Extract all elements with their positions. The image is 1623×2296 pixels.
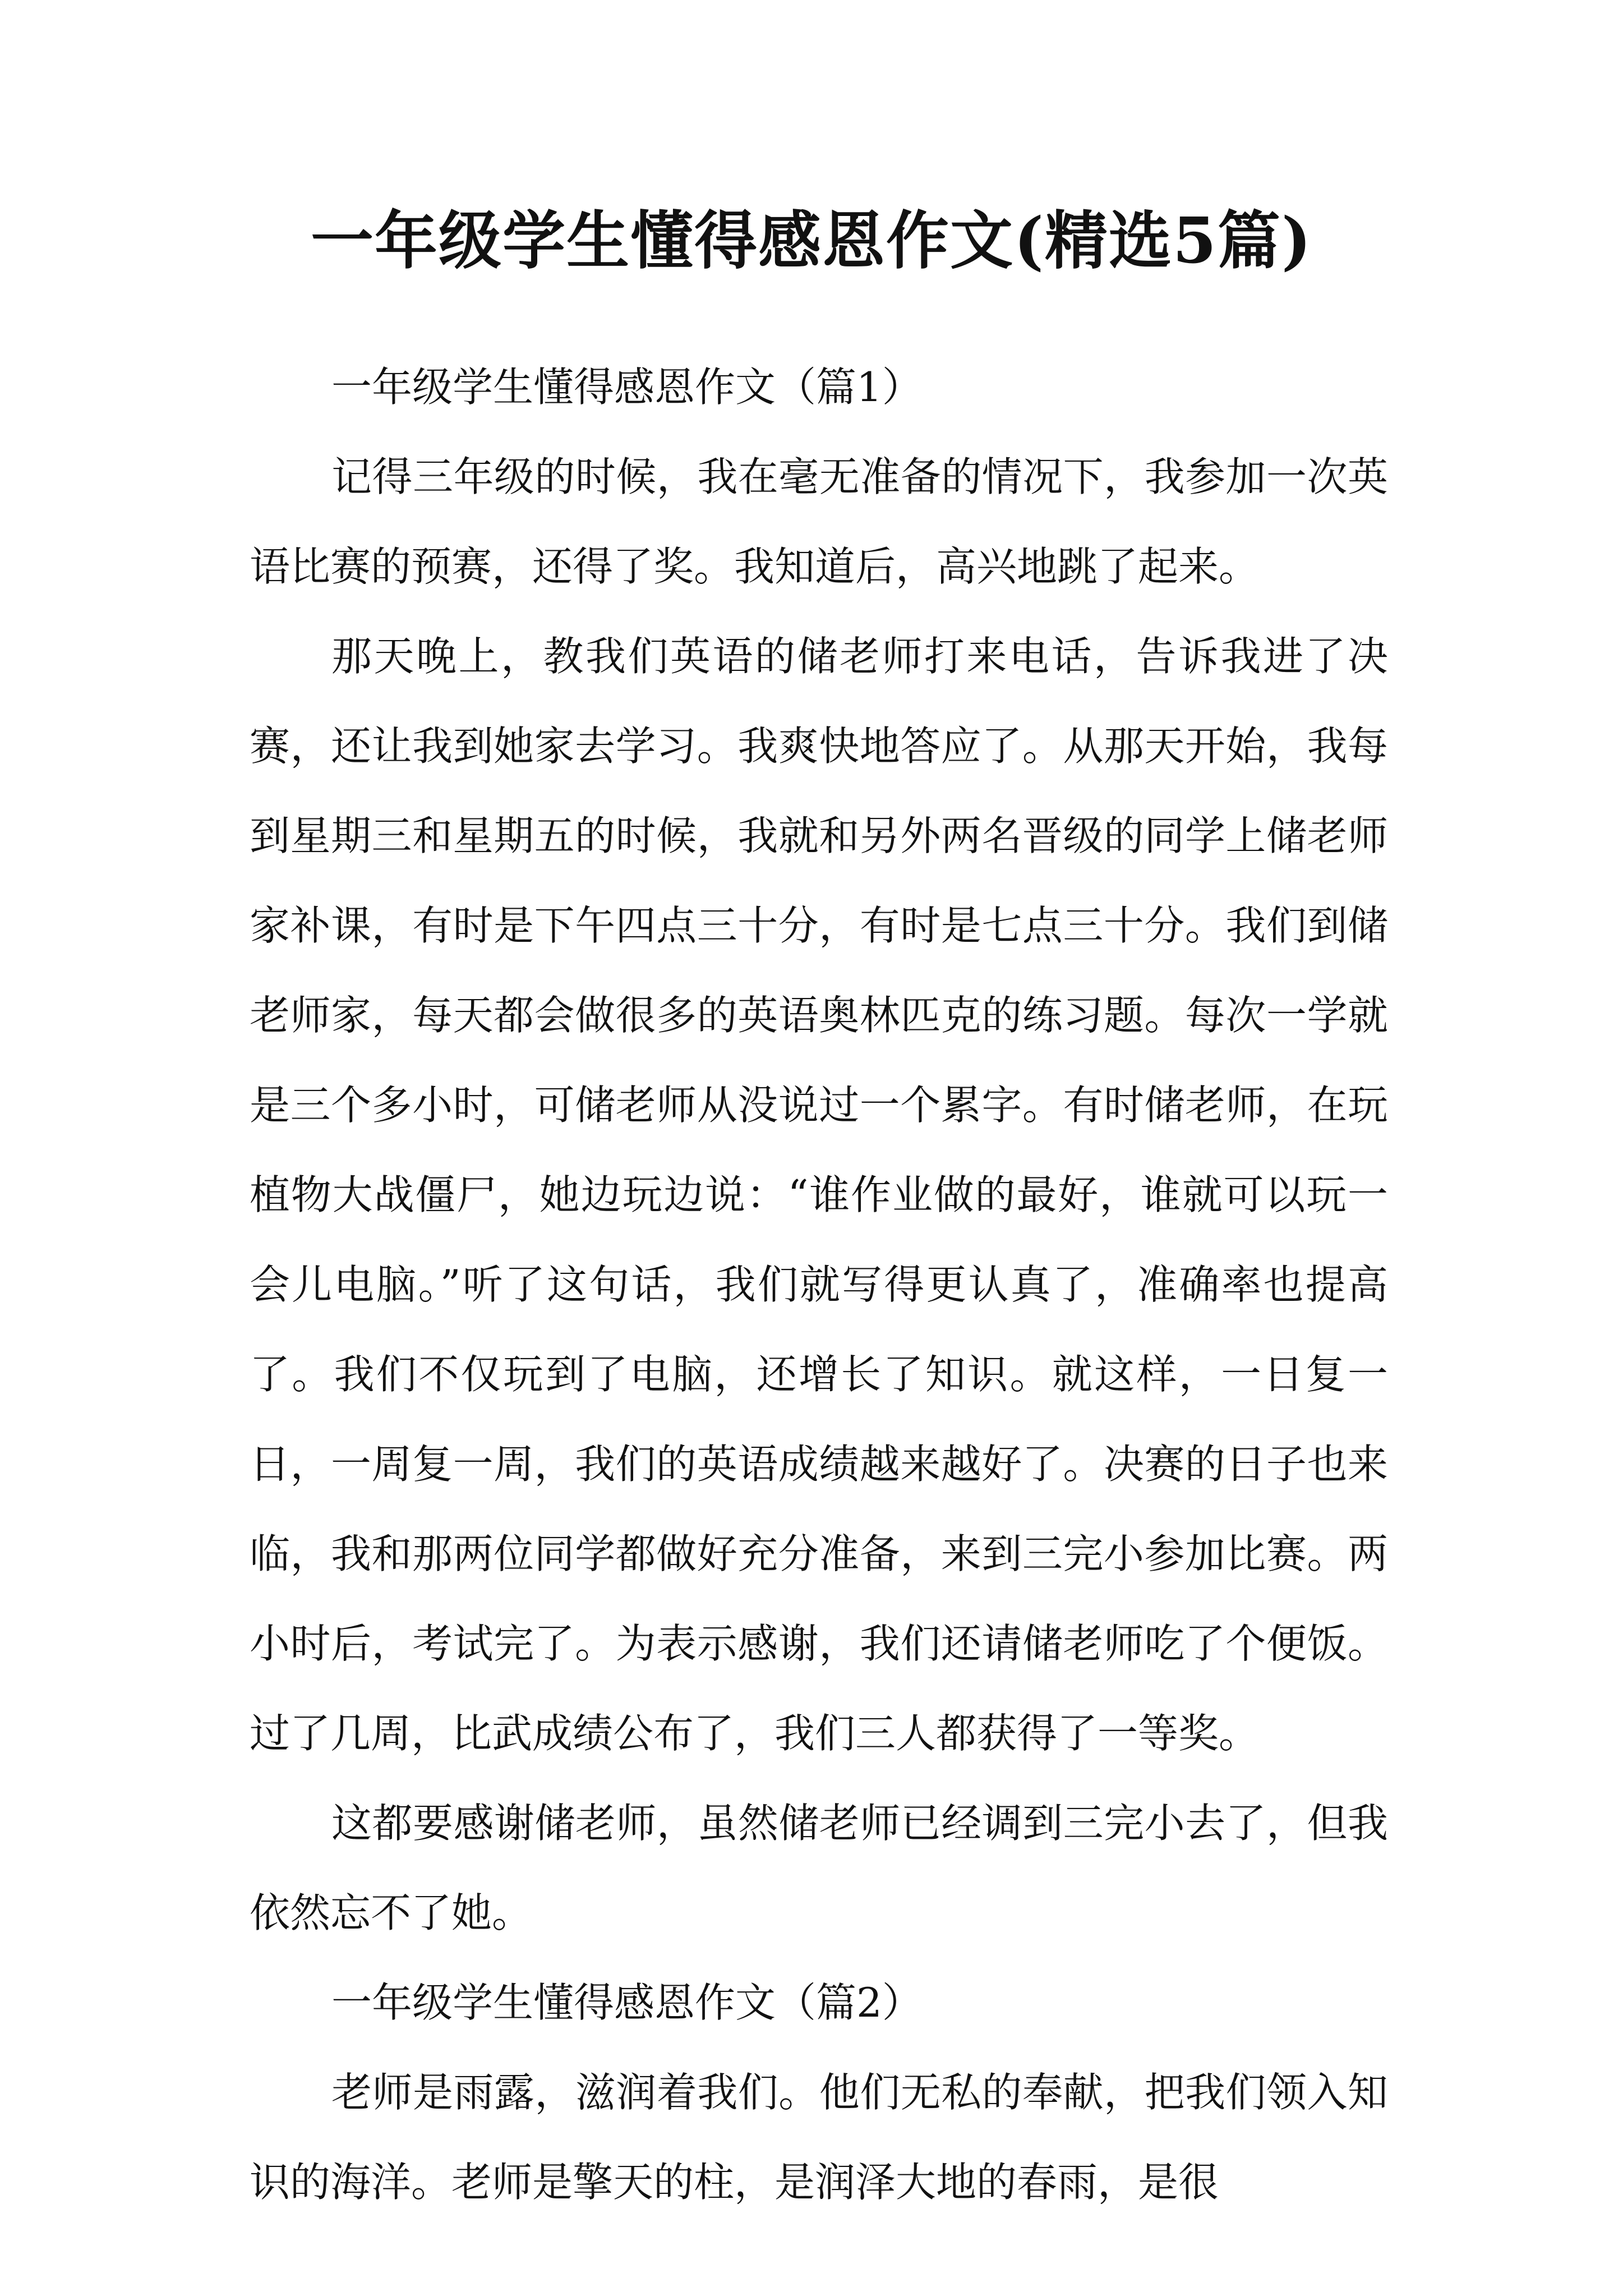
section-heading-1: 一年级学生懂得感恩作文（篇1） [331,364,923,411]
section-heading-2: 一年级学生懂得感恩作文（篇2） [331,1979,923,2026]
document-title: 一年级学生懂得感恩作文(精选5篇) [311,204,1312,278]
paragraph: 记得三年级的时候，我在毫无准备的情况下，我参加一次英语比赛的预赛，还得了奖。我知道后，高兴地跳了起来。 [250,453,1388,590]
paragraph: 老师是雨露，滋润着我们。他们无私的奉献，把我们领入知识的海洋。老师是擎天的柱，是润泽大地的春雨，是很 [250,2069,1388,2206]
paragraph: 这都要感谢储老师，虽然储老师已经调到三完小去了，但我依然忘不了她。 [250,1800,1388,1936]
document-body [250,342,1388,2227]
paragraph: 那天晚上，教我们英语的储老师打来电话，告诉我进了决赛，还让我到她家去学习。我爽快地答应了。从那天开始，我每到星期三和星期五的时候，我就和另外两名晋级的同学上储老师家补课，有时是下午四点三十分，有时是七点三十分。我们到储老师家，每天都会做很多的英语奥林匹克的练习题。每次一学就是三个多小时，可储老师从没说过一个累字。有时储老师，在玩植物大战僵尸，她边玩边说：“谁作业做的最好，谁就可以玩一会儿电脑。”听了这句话，我们就写得更认真了，准确率也提高了。我们不仅玩到了电脑，还增长了知识。就这样，一日复一日，一周复一周，我们的英语成绩越来越好了。决赛的日子也来临，我和那两位同学都做好充分准备，来到三完小参加比赛。两小时后，考试完了。为表示感谢，我们还请储老师吃了个便饭。过了几周，比武成绩公布了，我们三人都获得了一等奖。 [250,633,1388,1757]
